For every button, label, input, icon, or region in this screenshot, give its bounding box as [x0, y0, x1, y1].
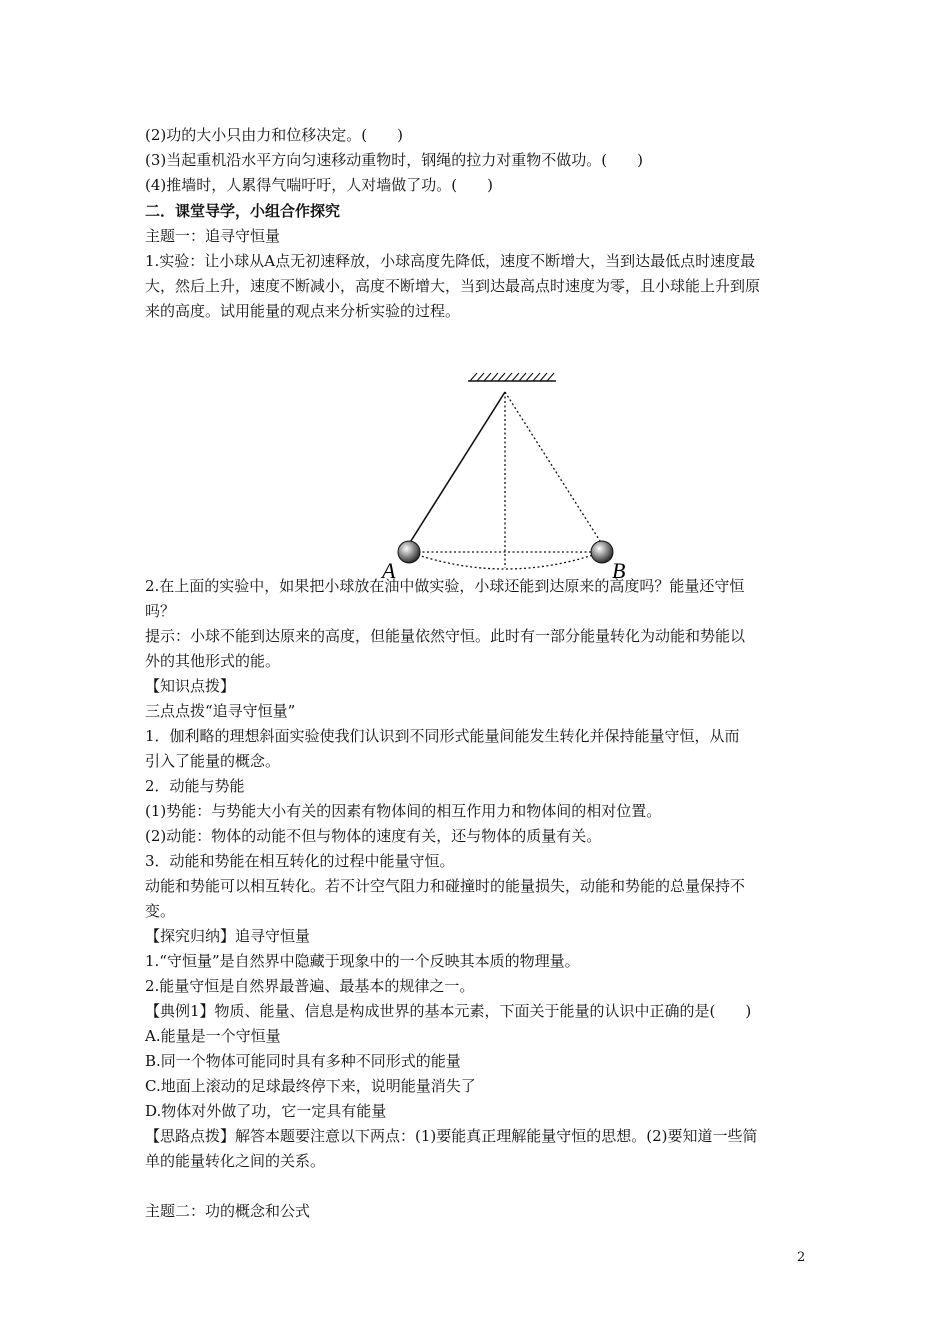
text-line: 外的其他形式的能。 [145, 652, 281, 670]
option-a: A.能量是一个守恒量 [145, 1027, 281, 1045]
text-line: 【知识点拨】 [145, 677, 236, 695]
text-line: 来的高度。试用能量的观点来分析实验的过程。 [145, 302, 461, 320]
text-line: 【思路点拨】解答本题要注意以下两点：(1)要能真正理解能量守恒的思想。(2)要知道一些简 [145, 1127, 758, 1145]
option-d: D.物体对外做了功，它一定具有能量 [145, 1102, 387, 1120]
string-path-right [505, 392, 602, 544]
ball-b [591, 541, 613, 563]
label-b: B [612, 558, 626, 582]
text-line: (4)推墙时，人累得气喘吁吁，人对墙做了功。( ) [145, 176, 493, 194]
text-line: 提示：小球不能到达原来的高度，但能量依然守恒。此时有一部分能量转化为动能和势能以 [145, 627, 746, 645]
text-line: 3．动能和势能在相互转化的过程中能量守恒。 [145, 852, 455, 870]
ceiling-hatch [470, 373, 554, 381]
section-heading: 二．课堂导学，小组合作探究 [145, 202, 341, 220]
text-line: 1．伽利略的理想斜面实验使我们认识到不同形式能量间能发生转化并保持能量守恒，从而 [145, 727, 740, 745]
pendulum-string [409, 392, 505, 544]
text-line: 吗？ [145, 602, 176, 620]
text-line: 【探究归纳】追寻守恒量 [145, 927, 311, 945]
topic-heading: 主题二：功的概念和公式 [145, 1202, 311, 1220]
text-line: 动能和势能可以相互转化。若不计空气阻力和碰撞时的能量损失，动能和势能的总量保持不 [145, 877, 746, 895]
ball-a [398, 541, 420, 563]
text-line: 单的能量转化之间的关系。 [145, 1152, 326, 1170]
pendulum-diagram [380, 372, 640, 582]
text-line: 2.能量守恒是自然界最普遍、最基本的规律之一。 [145, 977, 475, 995]
topic-heading: 主题一：追寻守恒量 [145, 227, 281, 245]
text-line: (1)势能：与势能大小有关的因素有物体间的相互作用力和物体间的相对位置。 [145, 802, 662, 820]
text-line: 引入了能量的概念。 [145, 752, 281, 770]
text-line: (2)动能：物体的动能不但与物体的速度有关，还与物体的质量有关。 [145, 827, 602, 845]
text-line: 三点点拨“追寻守恒量” [145, 702, 296, 720]
text-line: 2.在上面的实验中，如果把小球放在油中做实验，小球还能到达原来的高度吗？能量还守恒 [145, 577, 745, 595]
text-line: 【典例1】物质、能量、信息是构成世界的基本元素，下面关于能量的认识中正确的是( ) [145, 1002, 752, 1020]
text-line: 1.实验：让小球从A点无初速释放，小球高度先降低，速度不断增大，当到达最低点时速度最 [145, 252, 756, 270]
text-line: (3)当起重机沿水平方向匀速移动重物时，钢绳的拉力对重物不做功。( ) [145, 151, 643, 169]
label-a: A [382, 558, 396, 582]
option-c: C.地面上滚动的足球最终停下来，说明能量消失了 [145, 1077, 476, 1095]
option-b: B.同一个物体可能同时具有多种不同形式的能量 [145, 1052, 461, 1070]
text-line: (2)功的大小只由力和位移决定。( ) [145, 126, 403, 144]
page-number: 2 [797, 1250, 806, 1265]
text-line: 2．动能与势能 [145, 777, 245, 795]
text-line: 大，然后上升，速度不断减小，高度不断增大，当到达最高点时速度为零，且小球能上升到原 [145, 277, 761, 295]
text-line: 1.“守恒量”是自然界中隐藏于现象中的一个反映其本质的物理量。 [145, 952, 580, 970]
text-line: 变。 [145, 902, 176, 920]
